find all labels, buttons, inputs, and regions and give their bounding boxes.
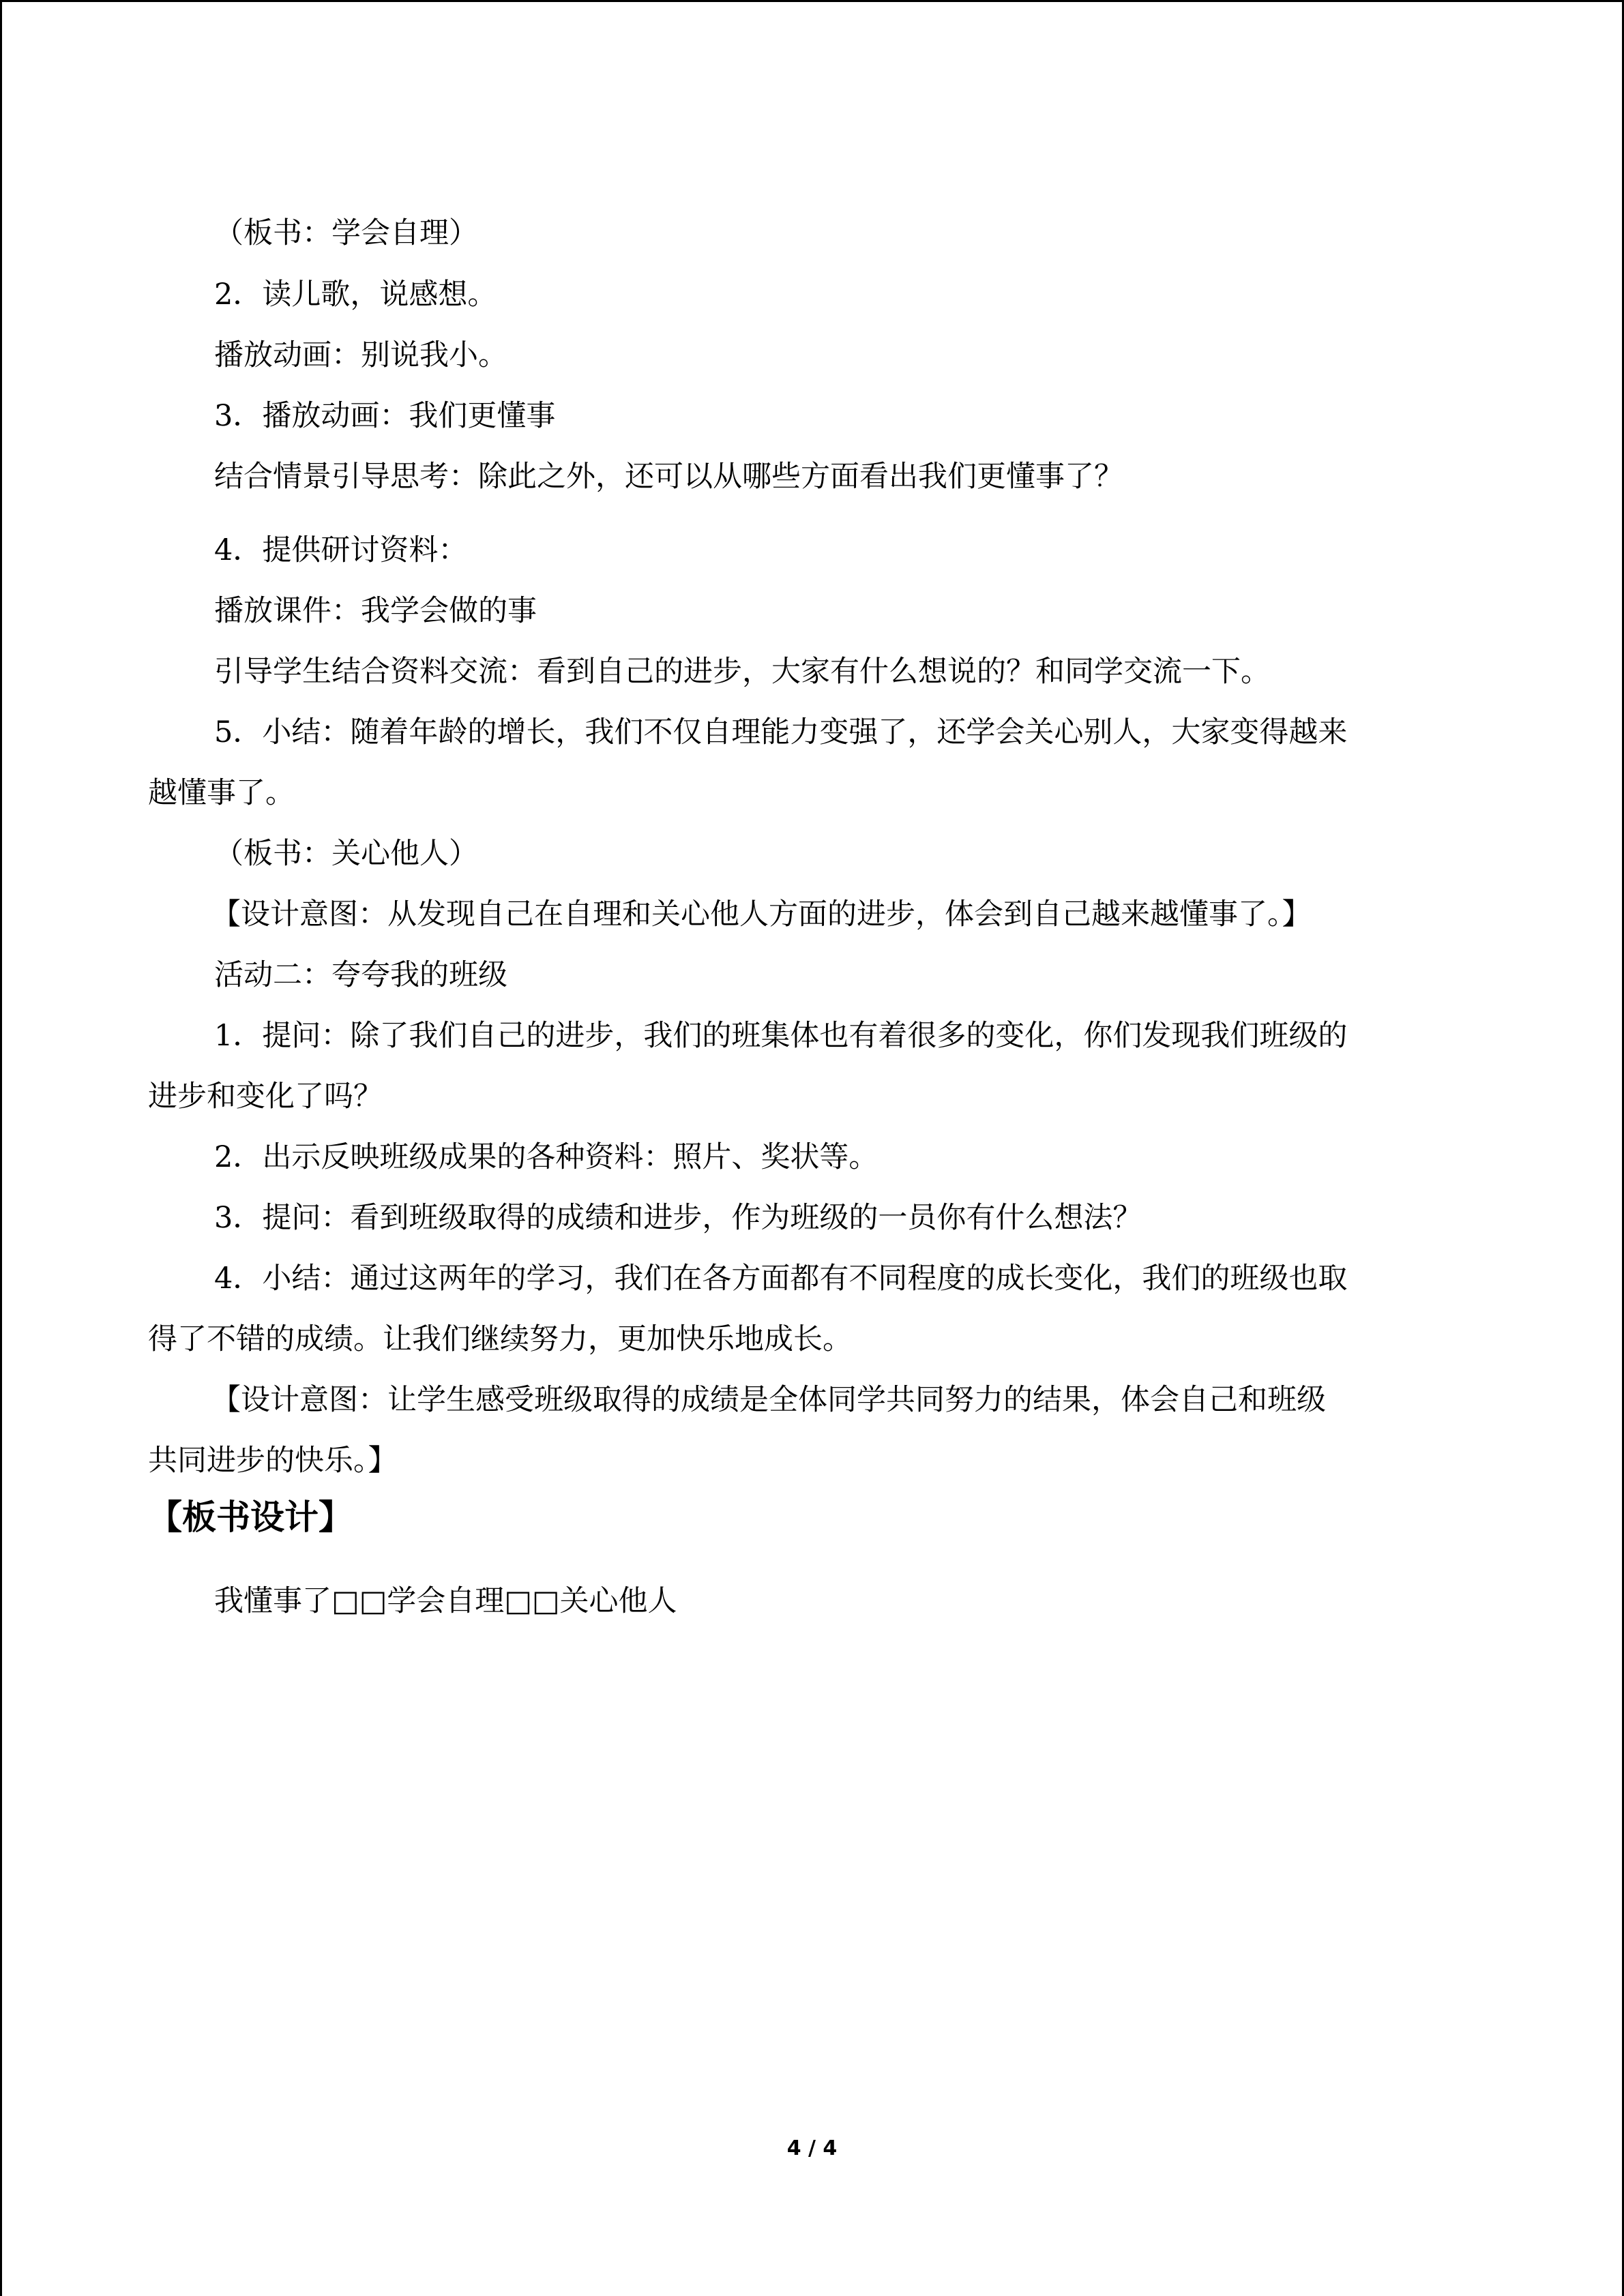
- page-left-border: [0, 0, 2, 2296]
- guide-exchange-line: 引导学生结合资料交流：看到自己的进步，大家有什么想说的？和同学交流一下。: [214, 655, 1270, 689]
- step-2-read-rhyme: 2．读儿歌，说感想。: [214, 278, 497, 312]
- step-5-summary-cont: 越懂事了。: [148, 776, 295, 810]
- board-note-self-care: （板书：学会自理）: [214, 216, 478, 250]
- activity-2-step-3: 3．提问：看到班级取得的成绩和进步，作为班级的一员你有什么想法？: [214, 1201, 1142, 1235]
- guide-thinking-line: 结合情景引导思考：除此之外，还可以从哪些方面看出我们更懂事了？: [214, 460, 1123, 494]
- play-courseware-line: 播放课件：我学会做的事: [214, 594, 537, 628]
- page-number: 4 / 4: [786, 2136, 838, 2160]
- activity-2-step-2: 2．出示反映班级成果的各种资料：照片、奖状等。: [214, 1140, 879, 1174]
- design-intent-2-cont: 共同进步的快乐。】: [148, 1444, 398, 1478]
- step-3-play-animation: 3．播放动画：我们更懂事: [214, 399, 556, 433]
- board-design-heading: 【板书设计】: [148, 1497, 353, 1537]
- page-top-border: [0, 0, 1624, 2]
- activity-2-step-4-cont: 得了不错的成绩。让我们继续努力，更加快乐地成长。: [148, 1322, 852, 1356]
- activity-2-step-1: 1．提问：除了我们自己的进步，我们的班集体也有着很多的变化，你们发现我们班级的: [214, 1019, 1348, 1053]
- design-intent-2: 【设计意图：让学生感受班级取得的成绩是全体同学共同努力的结果，体会自己和班级: [211, 1383, 1326, 1417]
- activity-2-title: 活动二：夸夸我的班级: [214, 958, 507, 992]
- step-5-summary: 5．小结：随着年龄的增长，我们不仅自理能力变强了，还学会关心别人，大家变得越来: [214, 715, 1348, 749]
- activity-2-step-4: 4．小结：通过这两年的学习，我们在各方面都有不同程度的成长变化，我们的班级也取: [214, 1262, 1348, 1296]
- activity-2-step-1-cont: 进步和变化了吗？: [148, 1079, 383, 1114]
- board-note-care-others: （板书：关心他人）: [214, 837, 478, 871]
- design-intent-1: 【设计意图：从发现自己在自理和关心他人方面的进步，体会到自己越来越懂事了。】: [211, 897, 1312, 931]
- play-animation-line: 播放动画：别说我小。: [214, 338, 507, 372]
- board-design-line: 我懂事了□□学会自理□□关心他人: [214, 1584, 677, 1618]
- step-4-materials: 4．提供研讨资料：: [214, 533, 468, 567]
